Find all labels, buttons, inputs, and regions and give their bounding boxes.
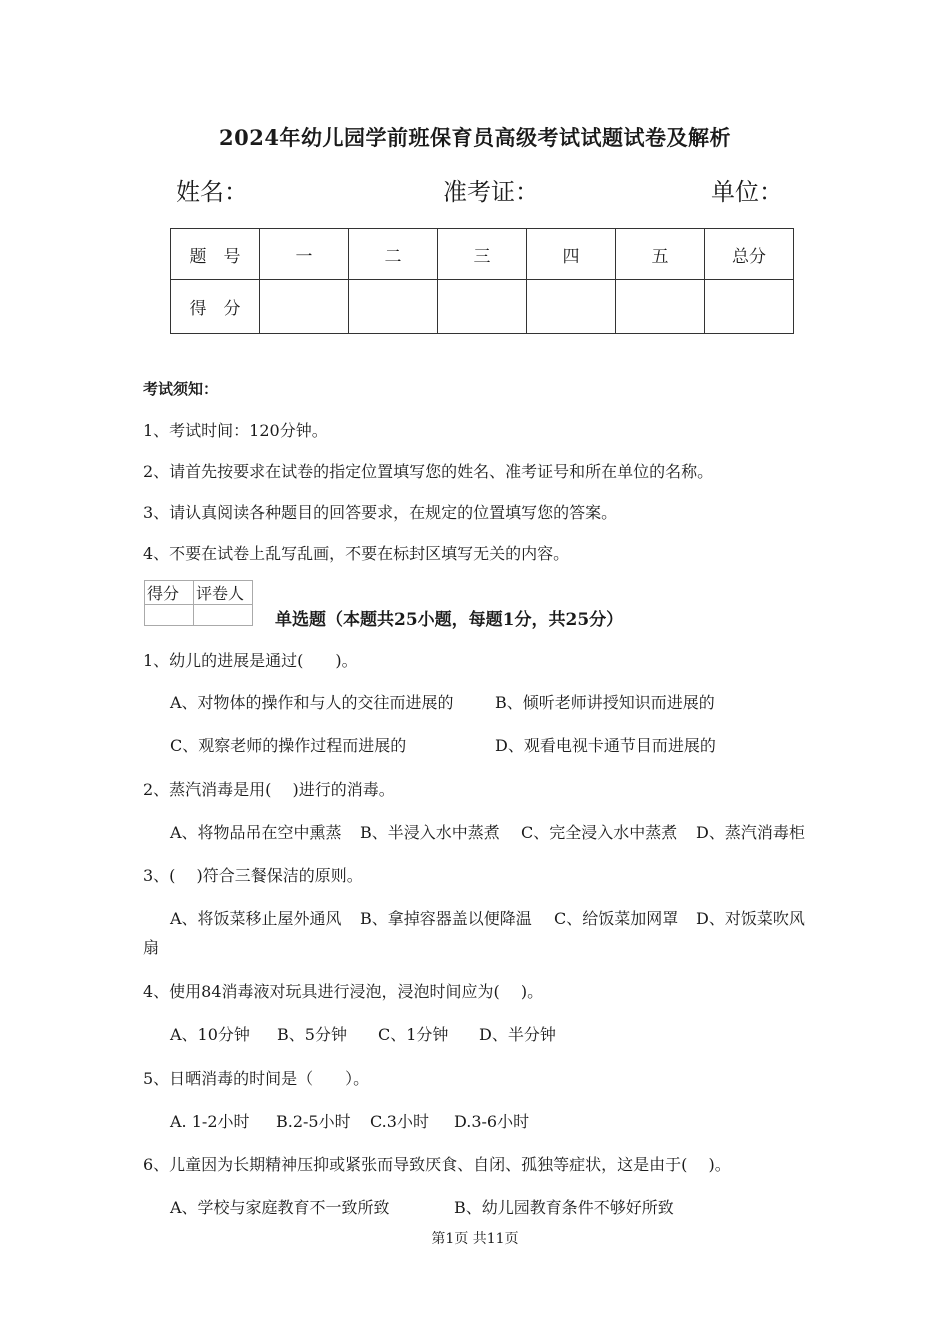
- score-header-cell: 五: [616, 229, 705, 280]
- option-d: D、观看电视卡通节目而进展的: [495, 736, 716, 755]
- score-table-score-row: [171, 280, 794, 334]
- option-c: C、1分钟: [378, 1025, 449, 1044]
- grader-score-cell[interactable]: [145, 605, 194, 626]
- score-cell[interactable]: [438, 280, 527, 334]
- score-header-cell: 题 号: [171, 229, 260, 280]
- option-a: A、将物品吊在空中熏蒸: [170, 823, 342, 842]
- grader-reviewer-cell[interactable]: [194, 605, 253, 626]
- score-cell[interactable]: [705, 280, 794, 334]
- option-a: A. 1-2小时: [170, 1112, 250, 1131]
- score-header-cell: 二: [349, 229, 438, 280]
- notes-title: 考试须知：: [143, 380, 219, 398]
- option-a: A、对物体的操作和与人的交往而进展的: [170, 693, 454, 712]
- option-a: A、将饭菜移止屋外通风: [170, 909, 342, 928]
- question-stem: 4、使用84消毒液对玩具进行浸泡，浸泡时间应为( )。: [143, 982, 544, 1001]
- page-title: 2024年幼儿园学前班保育员高级考试试题试卷及解析: [219, 125, 731, 150]
- score-header-cell: 三: [438, 229, 527, 280]
- score-header-cell: 四: [527, 229, 616, 280]
- score-cell[interactable]: [349, 280, 438, 334]
- question-stem: 1、幼儿的进展是通过( )。: [143, 651, 358, 670]
- score-row-label: 得 分: [171, 280, 260, 334]
- note-item: 3、请认真阅读各种题目的回答要求，在规定的位置填写您的答案。: [143, 503, 618, 522]
- question-stem: 5、日晒消毒的时间是（ ）。: [143, 1069, 370, 1088]
- option-d: D、对饭菜吹风: [696, 909, 805, 928]
- option-c: C、观察老师的操作过程而进展的: [170, 736, 407, 755]
- grader-reviewer-label: 评卷人: [194, 581, 253, 605]
- score-cell[interactable]: [527, 280, 616, 334]
- option-b: B、幼儿园教育条件不够好所致: [454, 1198, 674, 1217]
- option-b: B.2-5小时: [276, 1112, 351, 1131]
- note-item: 1、考试时间：120分钟。: [143, 421, 328, 440]
- option-d-wrap: 扇: [143, 938, 160, 957]
- score-header-cell: 总分: [705, 229, 794, 280]
- note-item: 4、不要在试卷上乱写乱画，不要在标封区填写无关的内容。: [143, 544, 570, 563]
- option-b: B、倾听老师讲授知识而进展的: [495, 693, 715, 712]
- grader-score-label: 得分: [145, 581, 194, 605]
- score-header-cell: 一: [260, 229, 349, 280]
- score-table: [170, 228, 794, 334]
- score-cell[interactable]: [616, 280, 705, 334]
- option-a: A、学校与家庭教育不一致所致: [170, 1198, 390, 1217]
- option-c: C、完全浸入水中蒸煮: [521, 823, 678, 842]
- option-c: C、给饭菜加网罩: [554, 909, 679, 928]
- question-stem: 3、( )符合三餐保洁的原则。: [143, 866, 363, 885]
- option-d: D.3-6小时: [454, 1112, 530, 1131]
- option-b: B、拿掉容器盖以便降温: [360, 909, 532, 928]
- option-c: C.3小时: [370, 1112, 429, 1131]
- question-stem: 6、儿童因为长期精神压抑或紧张而导致厌食、自闭、孤独等症状，这是由于( )。: [143, 1155, 731, 1174]
- option-d: D、半分钟: [479, 1025, 556, 1044]
- name-field-label: 姓名：: [176, 178, 248, 206]
- option-d: D、蒸汽消毒柜: [696, 823, 805, 842]
- grader-box: [144, 580, 253, 626]
- question-stem: 2、蒸汽消毒是用( )进行的消毒。: [143, 780, 395, 799]
- note-item: 2、请首先按要求在试卷的指定位置填写您的姓名、准考证号和所在单位的名称。: [143, 462, 714, 481]
- exam-number-field-label: 准考证：: [443, 178, 539, 206]
- section-title: 单选题（本题共25小题，每题1分，共25分）: [275, 610, 624, 630]
- option-b: B、5分钟: [277, 1025, 347, 1044]
- unit-field-label: 单位：: [711, 178, 783, 206]
- page-footer: 第1页 共11页: [431, 1231, 519, 1247]
- score-cell[interactable]: [260, 280, 349, 334]
- option-a: A、10分钟: [170, 1025, 250, 1044]
- score-table-header-row: [171, 229, 794, 280]
- option-b: B、半浸入水中蒸煮: [360, 823, 500, 842]
